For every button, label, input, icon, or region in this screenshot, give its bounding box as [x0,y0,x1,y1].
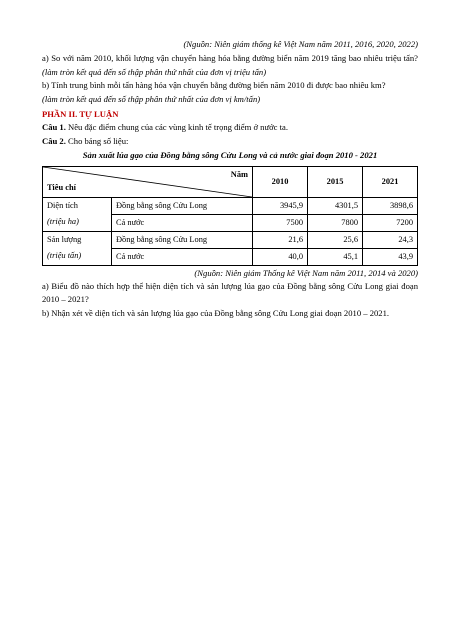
question-a-note: (làm tròn kết quả đến số thập phân thứ nhất của đơn vị triệu tấn) [42,66,267,77]
source-note-top: (Nguồn: Niên giám thống kê Việt Nam năm 2011, 2016, 2020, 2022) [183,39,418,49]
row-value: 7200 [363,214,418,231]
cau-1-text: Nêu đặc điểm chung của các vùng kinh tế trọng điểm ở nước ta. [65,122,288,133]
question-b-note: (làm tròn kết quả đến số thập phân thứ nhất của đơn vị km/tấn) [42,93,261,104]
row-value: 24,3 [363,231,418,248]
row-category: Diện tích [43,197,112,214]
header-year-2015: 2015 [308,166,363,197]
row-value: 25,6 [308,231,363,248]
header-year-2010: 2010 [253,166,308,197]
row-value: 7800 [308,214,363,231]
table-row [43,248,418,265]
row-unit: (triệu tấn) [43,248,112,265]
cau-2-label: Câu 2. [42,135,66,146]
cau-2-text: Cho bảng số liệu: [65,135,129,146]
row-value: 7500 [253,214,308,231]
table-header-row [43,166,418,197]
table-header-corner [43,166,253,197]
row-value: 4301,5 [308,197,363,214]
cau-2-question-b: b) Nhận xét về diện tích và sản lượng lúa gạo của Đồng bằng sông Cửu Long giai đoạn 2010 – 2021. [42,307,390,318]
cau-1 [42,121,418,134]
row-region: Đồng bằng sông Cửu Long [112,231,253,248]
row-category: Sản lượng [43,231,112,248]
row-region: Cả nước [112,214,253,231]
table-title: Sản xuất lúa gạo của Đồng bằng sông Cửu Long và cả nước giai đoạn 2010 - 2021 [82,150,378,161]
header-year-label: Năm [230,169,248,179]
row-value: 3945,9 [253,197,308,214]
part-title: PHẦN II. TỰ LUẬN [42,109,119,120]
question-b [42,79,418,92]
data-table [42,166,418,266]
row-value: 45,1 [308,248,363,265]
header-year-2021: 2021 [363,166,418,197]
table-row [43,214,418,231]
source-note-bottom: (Nguồn: Niên giám Thống kê Việt Nam năm 2011, 2014 và 2020) [194,267,418,278]
header-criteria-label: Tiêu chí [47,182,76,192]
cau-1-label: Câu 1. [42,122,66,133]
cau-2 [42,135,418,148]
row-region: Cả nước [112,248,253,265]
question-b-text: b) Tính trung bình mỗi tấn hàng hóa vận chuyển bằng đường biển năm 2010 đi được bao nhiêu km? [42,80,386,91]
table-row [43,231,418,248]
question-a [42,52,418,79]
row-value: 43,9 [363,248,418,265]
row-value: 3898,6 [363,197,418,214]
table-row [43,197,418,214]
document-content [42,38,418,320]
question-a-text: a) So với năm 2010, khối lượng vận chuyển hàng hóa bằng đường biển năm 2019 tăng bao nhiêu triệu tấn? [42,53,418,64]
row-value: 21,6 [253,231,308,248]
row-region: Đồng bằng sông Cửu Long [112,197,253,214]
row-unit: (triệu ha) [43,214,112,231]
row-value: 40,0 [253,248,308,265]
cau-2-question-a: a) Biểu đồ nào thích hợp thể hiện diện tích và sản lượng lúa gạo của Đồng bằng sông Cửu Long giai đoạn 2010 – 2021? [42,281,418,305]
